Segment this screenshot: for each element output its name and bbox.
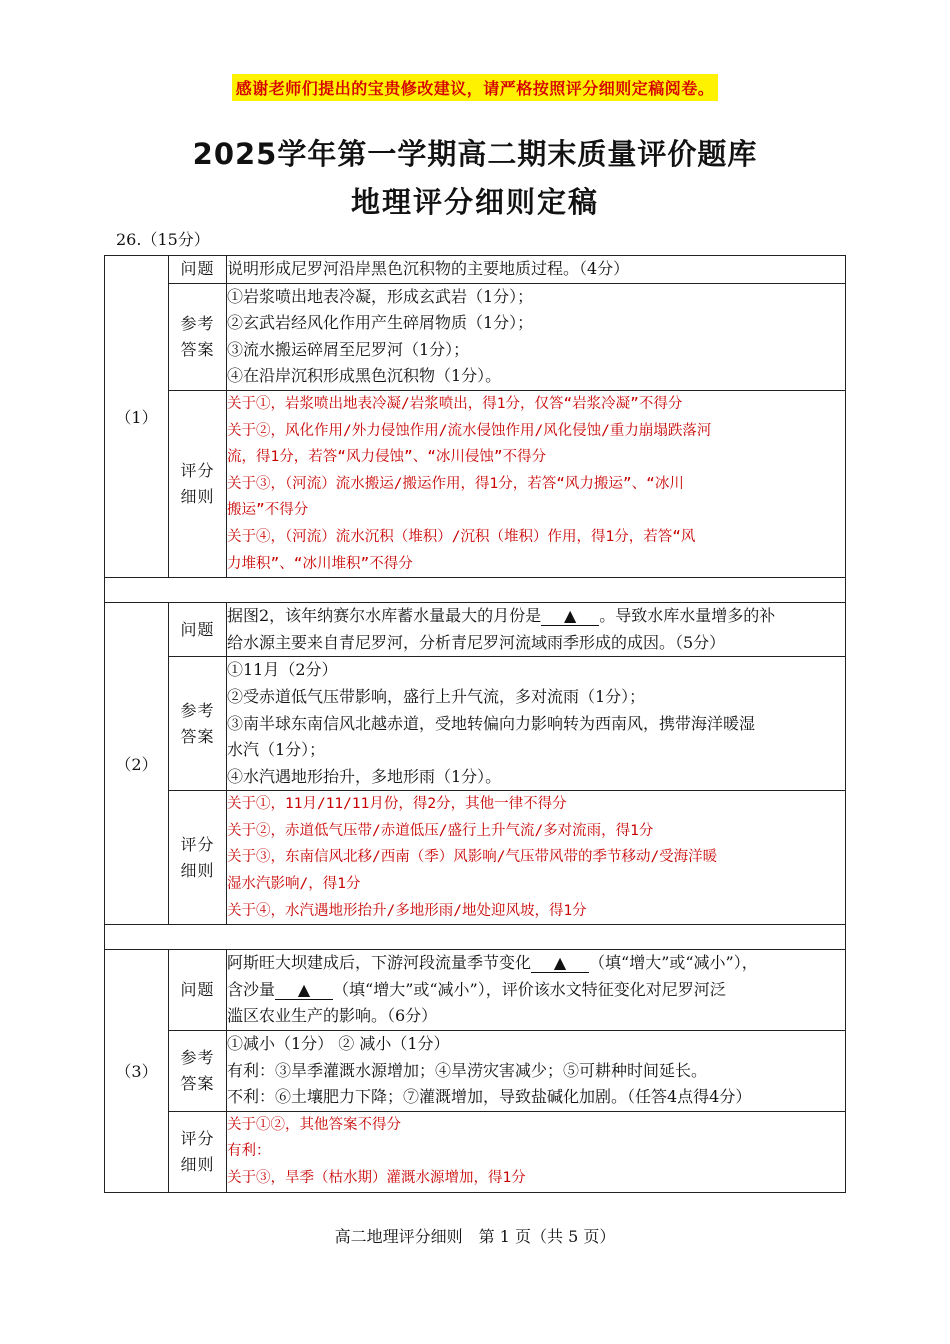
part1-rubric-row [105, 390, 846, 577]
part3-label: （3） [105, 950, 169, 1192]
part1-question-text: 说明形成尼罗河沿岸黑色沉积物的主要地质过程。（4分） [227, 256, 846, 284]
part2-answer-label: 参考 答案 [169, 657, 227, 791]
rubric-table [104, 255, 846, 1193]
page-title: 2025学年第一学期高二期末质量评价题库 [192, 137, 758, 171]
part2-label: （2） [105, 603, 169, 925]
part2-rubric-row [105, 791, 846, 925]
part2-rubric-label: 评分 细则 [169, 791, 227, 925]
part1-answer-label: 参考 答案 [169, 283, 227, 390]
spacer-row [105, 578, 846, 603]
part2-answer-text: ①11月（2分） ②受赤道低气压带影响，盛行上升气流，多对流雨（1分）； ③南半球东南信风北越赤道，受地转偏向力影响转为西南风，携带海洋暖湿 水汽（1分）； ④水汽遇地形抬升，多地形雨（1分）。 [227, 657, 846, 791]
answer-blank: ▲ [531, 954, 589, 973]
notice-banner: 感谢老师们提出的宝贵修改建议，请严格按照评分细则定稿阅卷。 [232, 74, 719, 101]
part2-answer-row [105, 657, 846, 791]
part2-rubric-text: 关于①，11月/11/11月份，得2分，其他一律不得分 关于②，赤道低气压带/赤道低压/盛行上升气流/多对流雨，得1分 关于③，东南信风北移/西南（季）风影响/气压带风带的季节移动/受海洋暖 湿水汽影响/，得1分 关于④，水汽遇地形抬升/多地形雨/地处迎风坡，得1分 [227, 791, 846, 925]
part2-question-label: 问题 [169, 603, 227, 657]
part1-label: （1） [105, 256, 169, 578]
part1-answer-text: ①岩浆喷出地表冷凝，形成玄武岩（1分）； ②玄武岩经风化作用产生碎屑物质（1分）； ③流水搬运碎屑至尼罗河（1分）； ④在沿岸沉积形成黑色沉积物（1分）。 [227, 283, 846, 390]
spacer-row [105, 925, 846, 950]
part1-rubric-label: 评分 细则 [169, 390, 227, 577]
part3-answer-row [105, 1031, 846, 1112]
part3-answer-text: ①减小（1分） ② 减小（1分） 有利：③旱季灌溉水源增加；④旱涝灾害减少；⑤可耕种时间延长。 不利：⑥土壤肥力下降；⑦灌溉增加，导致盐碱化加剧。（任答4点得4分） [227, 1031, 846, 1112]
part1-question-row [105, 256, 846, 284]
part2-question-row [105, 603, 846, 657]
part1-question-label: 问题 [169, 256, 227, 284]
part2-question-text: 据图2，该年纳赛尔水库蓄水量最大的月份是 ▲ 。导致水库水量增多的补 给水源主要来自青尼罗河，分析青尼罗河流域雨季形成的成因。（5分） [227, 603, 846, 657]
page-footer: 高二地理评分细则 第 1 页（共 5 页） [334, 1227, 616, 1246]
part1-answer-row [105, 283, 846, 390]
part3-rubric-text: 关于①②，其他答案不得分 有利： 关于③，旱季（枯水期）灌溉水源增加，得1分 [227, 1111, 846, 1192]
part3-question-row [105, 950, 846, 1031]
part3-question-label: 问题 [169, 950, 227, 1031]
part3-answer-label: 参考 答案 [169, 1031, 227, 1112]
part3-rubric-label: 评分 细则 [169, 1111, 227, 1192]
page-subtitle: 地理评分细则定稿 [350, 185, 599, 219]
part1-rubric-text: 关于①，岩浆喷出地表冷凝/岩浆喷出，得1分，仅答“岩浆冷凝”不得分 关于②，风化作用/外力侵蚀作用/流水侵蚀作用/风化侵蚀/重力崩塌跌落河 流，得1分，若答“风力侵蚀”、“冰川侵蚀”不得分 关于③，（河流）流水搬运/搬运作用，得1分，若答“风力搬运”、“冰川 搬运”不得分 关于④，（河流）流水沉积（堆积）/沉积（堆积）作用，得1分，若答“风 力堆积”、“冰川堆积”不得分 [227, 390, 846, 577]
answer-blank: ▲ [275, 981, 333, 1000]
answer-blank: ▲ [541, 607, 599, 626]
part3-rubric-row [105, 1111, 846, 1192]
question-header: 26.（15分） [116, 230, 210, 249]
part3-question-text: 阿斯旺大坝建成后，下游河段流量季节变化 ▲ （填“增大”或“减小”）， 含沙量 ▲ （填“增大”或“减小”），评价该水文特征变化对尼罗河泛 滥区农业生产的影响。（6分） [227, 950, 846, 1031]
